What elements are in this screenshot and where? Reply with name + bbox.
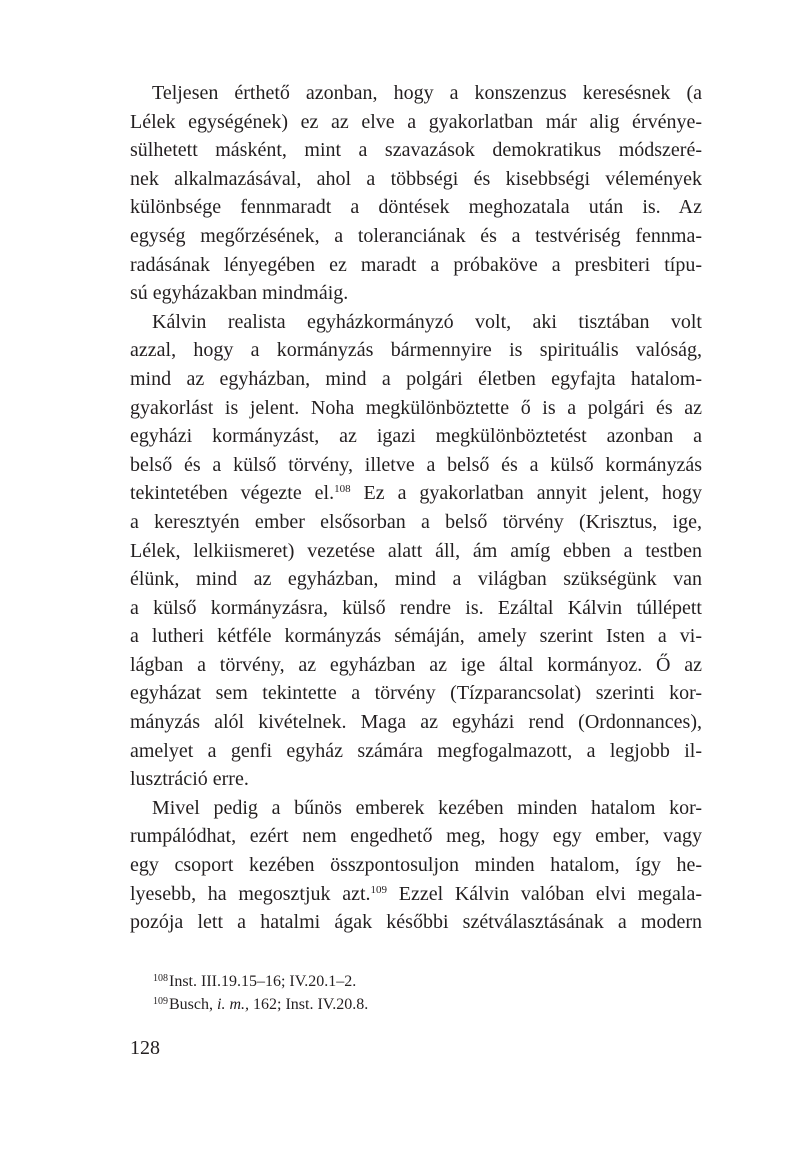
text-line: Kálvin realista egyházkormányzó volt, aki tisztában volt bbox=[152, 310, 702, 333]
text-line: sülhetett másként, mint a szavazások demokratikus módszeré- bbox=[130, 139, 702, 162]
text-line: mányzás alól kivételnek. Maga az egyházi rend (Ordonnances), bbox=[130, 711, 702, 734]
footnote-number: 108 bbox=[153, 973, 168, 984]
text-line: radásának lényegében ez maradt a próbaköve a presbiteri típu- bbox=[130, 253, 702, 276]
main-text bbox=[130, 79, 702, 937]
footnote-109 bbox=[153, 993, 702, 1016]
footnote-ref-109[interactable]: 109 bbox=[370, 883, 388, 896]
text-line: különbsége fennmaradt a döntések meghozatala után is. Az bbox=[130, 196, 702, 219]
text-line: rumpálódhat, ezért nem engedhető meg, hogy egy ember, vagy bbox=[130, 825, 702, 848]
text-line: egy csoport kezében összpontosuljon minden hatalom, így he- bbox=[130, 854, 702, 877]
text-line: lágban a törvény, az egyházban az ige által kormányoz. Ő az bbox=[130, 653, 702, 676]
footnote-text: Busch, bbox=[169, 996, 217, 1013]
text-line: egyházat sem tekintette a törvény (Tízparancsolat) szerinti kor- bbox=[130, 682, 702, 705]
text-line: Mivel pedig a bűnös emberek kezében minden hatalom kor- bbox=[152, 796, 702, 819]
text-line: a keresztyén ember elsősorban a belső törvény (Krisztus, ige, bbox=[130, 510, 702, 533]
text-line: pozója lett a hatalmi ágak későbbi szétválasztásának a modern bbox=[130, 911, 702, 934]
text-line: Lélek, lelkiismeret) vezetése alatt áll, ám amíg ebben a testben bbox=[130, 539, 702, 562]
footnote-text: Inst. III.19.15–16; IV.20.1–2. bbox=[169, 973, 357, 990]
page-body bbox=[130, 79, 702, 937]
text-line: Teljesen érthető azonban, hogy a konszenzus keresésnek (a bbox=[152, 82, 702, 104]
text-line: a külső kormányzásra, külső rendre is. Ezáltal Kálvin túllépett bbox=[130, 596, 702, 619]
text-segment: Ezzel Kálvin valóban elvi megala- bbox=[387, 882, 702, 905]
text-line: egység megőrzésének, a toleranciának és a testvériség fennma- bbox=[130, 224, 702, 247]
text-line: lusztráció erre. bbox=[130, 768, 249, 791]
text-line: azzal, hogy a kormányzás bármennyire is spirituális valóság, bbox=[130, 339, 702, 362]
text-line: mind az egyházban, mind a polgári életben egyfajta hatalom- bbox=[130, 367, 702, 390]
footnote-ref-108[interactable]: 108 bbox=[334, 483, 351, 496]
text-line: a lutheri kétféle kormányzás sémáján, amely szerint Isten a vi- bbox=[130, 625, 702, 648]
footnotes bbox=[153, 970, 702, 1016]
text-line: egyházi kormányzást, az igazi megkülönböztetést azonban a bbox=[130, 425, 702, 448]
text-line: belső és a külső törvény, illetve a belső és a külső kormányzás bbox=[130, 453, 702, 476]
text-segment: Ez a gyakorlatban annyit jelent, hogy bbox=[350, 482, 702, 505]
text-line bbox=[130, 880, 702, 909]
text-line bbox=[130, 479, 702, 508]
text-line: nek alkalmazásával, ahol a többségi és kisebbségi vélemények bbox=[130, 167, 702, 190]
footnote-text: 162; Inst. IV.20.8. bbox=[249, 996, 369, 1013]
footnote-italic: i. m., bbox=[217, 996, 249, 1013]
text-segment: lyesebb, ha megosztjuk azt. bbox=[130, 882, 371, 905]
footnote-number: 109 bbox=[153, 996, 168, 1007]
text-line: amelyet a genfi egyház számára megfogalmazott, a legjobb il- bbox=[130, 739, 702, 762]
page-number: 128 bbox=[130, 1037, 160, 1059]
text-line: élünk, mind az egyházban, mind a világban szükségünk van bbox=[130, 568, 702, 591]
text-line: sú egyházakban mindmáig. bbox=[130, 282, 349, 305]
text-segment: tekintetében végezte el. bbox=[130, 482, 335, 505]
text-line: Lélek egységének) ez az elve a gyakorlatban már alig érvénye- bbox=[130, 110, 702, 133]
text-line: gyakorlást is jelent. Noha megkülönböztette ő is a polgári és az bbox=[130, 396, 702, 419]
footnote-108 bbox=[153, 970, 702, 993]
